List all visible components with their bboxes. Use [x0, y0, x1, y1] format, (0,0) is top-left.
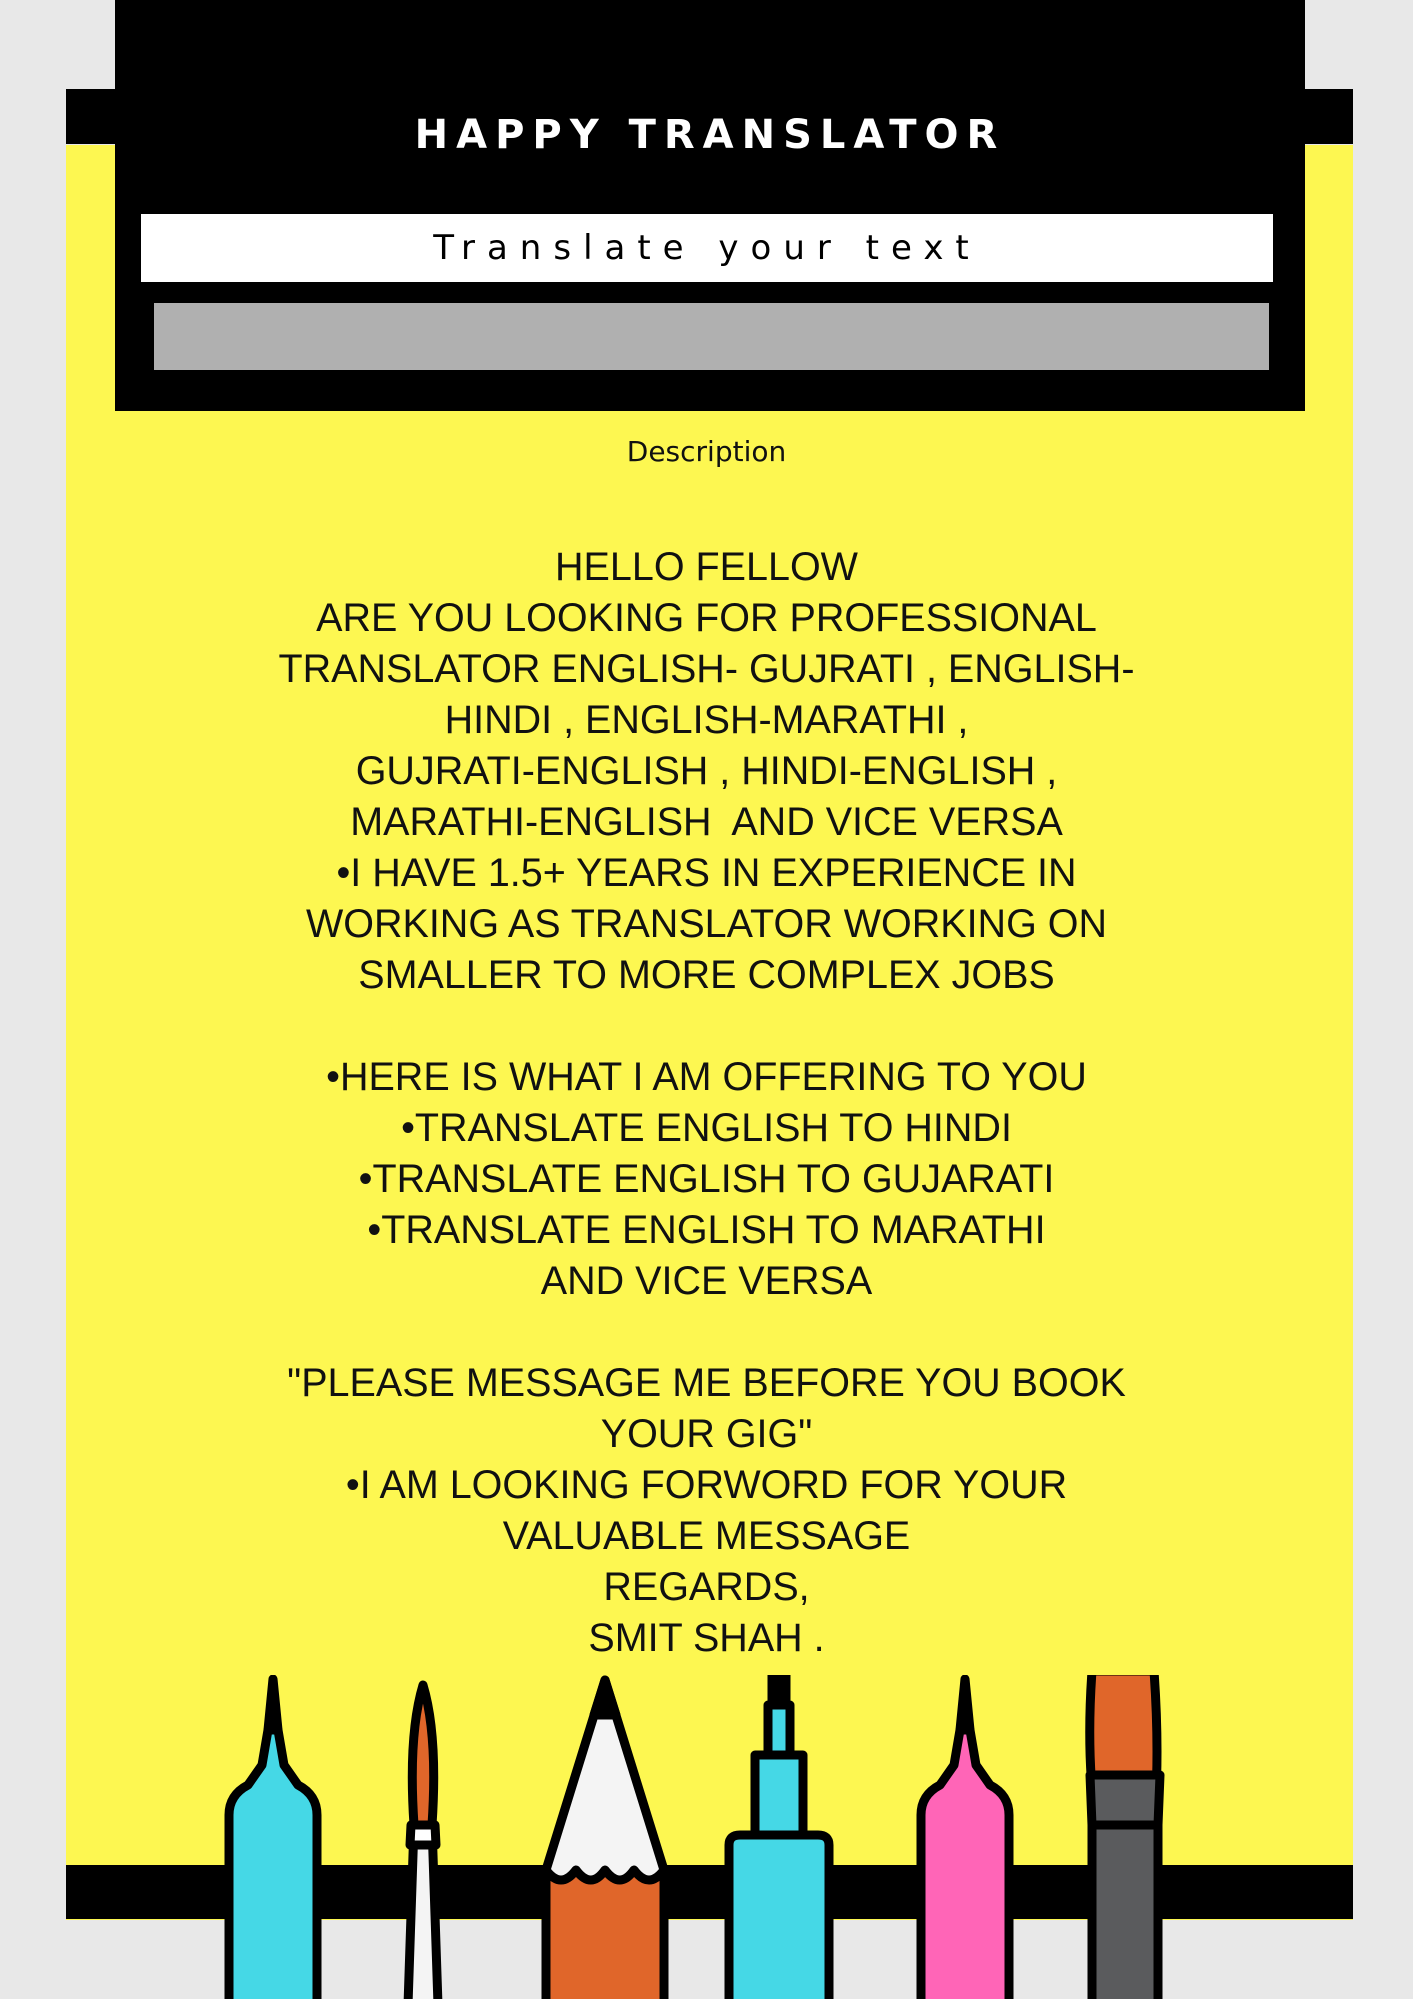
description-line: •HERE IS WHAT I AM OFFERING TO YOU	[326, 1055, 1087, 1099]
description-line: VALUABLE MESSAGE	[502, 1514, 911, 1558]
description-line: ARE YOU LOOKING FOR PROFESSIONAL	[316, 596, 1097, 640]
subtitle-text: Translate your text	[433, 228, 981, 268]
description-line: •TRANSLATE ENGLISH TO HINDI	[401, 1106, 1012, 1150]
description-line: •I AM LOOKING FORWORD FOR YOUR	[345, 1463, 1068, 1507]
paint-brush-icon	[408, 1685, 438, 1999]
description-gap	[236, 1307, 1177, 1358]
description-label: Description	[626, 435, 787, 468]
subtitle-bar	[141, 214, 1273, 282]
description-body	[236, 542, 1177, 1664]
description-line: REGARDS,	[603, 1565, 810, 1609]
description-line: SMIT SHAH .	[588, 1616, 825, 1660]
pink-marker-icon	[921, 1679, 1009, 1999]
description-line: •I HAVE 1.5+ YEARS IN EXPERIENCE IN	[336, 851, 1077, 895]
description-line: MARATHI-ENGLISH AND VICE VERSA	[350, 800, 1063, 844]
fineliner-pen-icon	[729, 1675, 829, 1999]
description-line: TRANSLATOR ENGLISH- GUJRATI , ENGLISH-	[278, 647, 1135, 691]
app-title: HAPPY TRANSLATOR	[414, 112, 1006, 158]
flat-brush-icon	[1090, 1675, 1160, 1999]
description-line: AND VICE VERSA	[540, 1259, 873, 1303]
header	[115, 0, 1305, 411]
description-line: HELLO FELLOW	[555, 545, 858, 589]
description-gap	[236, 1001, 1177, 1052]
description-line: GUJRATI-ENGLISH , HINDI-ENGLISH ,	[355, 749, 1058, 793]
description-line: WORKING AS TRANSLATOR WORKING ON	[305, 902, 1108, 946]
description-line: •TRANSLATE ENGLISH TO MARATHI	[367, 1208, 1046, 1252]
description-line: •TRANSLATE ENGLISH TO GUJARATI	[358, 1157, 1055, 1201]
description-line: "PLEASE MESSAGE ME BEFORE YOU BOOK	[287, 1361, 1126, 1405]
description-line: HINDI , ENGLISH-MARATHI ,	[444, 698, 969, 742]
cyan-marker-icon	[229, 1679, 317, 1999]
pens-illustration	[0, 1675, 1413, 1999]
description-line: YOUR GIG"	[600, 1412, 813, 1456]
description-line: SMALLER TO MORE COMPLEX JOBS	[358, 953, 1055, 997]
pencil-icon	[546, 1680, 664, 1999]
translate-input[interactable]	[154, 303, 1269, 370]
